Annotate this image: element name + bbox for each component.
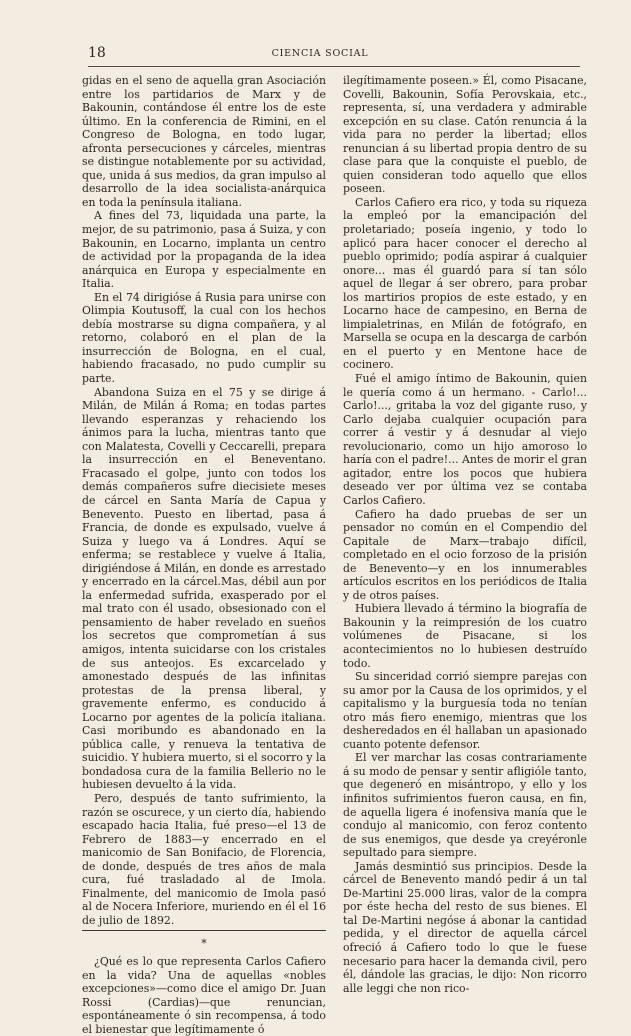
paragraph: Hubiera llevado á término la biografía de Bakounin y la reimpresión de los cuatro volúmenes de Pisacane, si los acontecimientos no lo hubiesen destruído todo. xyxy=(343,602,587,670)
paragraph: Carlos Cafiero era rico, y toda su riqueza la empleó por la emancipación del proletariado; poseía ingenio, y todo lo aplicó para hacer conocer el derecho al pueblo oprimido; podía aspirar á cualquier onore... mas él guardó para sí tan sólo aquel de llegar á ser obrero, para probar los martirios propios de este estado, y en Locarno hace de campesino, en Berna de limpialetrinas, en Milán de fotógrafo, en Marsella se ocupa en la descarga de carbón en el puerto y en Mentone hace de cocinero. xyxy=(343,195,587,372)
section-rule xyxy=(82,930,326,931)
paragraph: Jamás desmintió sus principios. Desde la cárcel de Benevento mandó pedir á un tal De-Martini 25.000 liras, valor de la compra por éste hecha del resto de sus bienes. El tal De-Martini negóse á abonar la cantidad pedida, y el director de aquella cárcel ofreció á Cafiero todo lo que le fuese necesario para hacer la demanda civil, pero él, dándole las gracias, le dijo: Non ricorro alle leggi che non rico- xyxy=(343,859,587,995)
paragraph: Su sinceridad corrió siempre parejas con su amor por la Causa de los oprimidos, y el capitalismo y la burguesía toda no tenían otro más fiero enemigo, mientras que los desheredados en él hallaban un apasionado cuanto potente defensor. xyxy=(343,670,587,751)
page-header xyxy=(60,42,580,64)
right-column xyxy=(343,74,587,995)
paragraph: Cafiero ha dado pruebas de ser un pensador no común en el Compendio del Capitale de Marx—trabajo difícil, completado en el ocio forzoso de la prisión de Benevento—y en los innumerables artículos escritos en los periódicos de Italia y de otros países. xyxy=(343,507,587,602)
section-separator: * xyxy=(201,937,207,951)
paragraph: En el 74 dirigióse á Rusia para unirse con Olimpia Koutusoff, la cual con los hechos debía mostrarse su digna compañera, y al retorno, colaboró en el plan de la insurrección de Bologna, en el cual, habiendo fracasado, no pudo cumplir su parte. xyxy=(82,290,326,386)
paragraph: ¿Qué es lo que representa Carlos Cafiero en la vida? Una de aquellas «nobles excepciones»—como dice el amigo Dr. Juan Rossi (Cardias)—que renuncian, espontáneamente ó sin recompensa, á todo el bienestar que legítimamente ó xyxy=(82,955,326,1036)
page-number: 18 xyxy=(88,45,106,61)
header-rule xyxy=(88,66,580,67)
paragraph: Pero, después de tanto sufrimiento, la razón se oscurece, y un cierto día, habiendo escapado hacia Italia, fué preso—el 13 de Febrero de 1883—y encerrado en el manicomio de San Bonifacio, de Florencia, de donde, después de tres años de mala cura, fué trasladado al de Imola. Finalmente, del manicomio de Imola pasó al de Nocera Inferiore, muriendo en él el 16 de julio de 1892. xyxy=(82,791,326,927)
running-head: CIENCIA SOCIAL xyxy=(271,48,369,59)
paragraph: El ver marchar las cosas contrariamente á su modo de pensar y sentir afligióle tanto, que degeneró en misántropo, y ello y los infinitos sufrimientos fueron causa, en fin, de aquella ligera é inofensiva manía que le condujo al manicomio, con feroz contento de sus enemigos, que desde ya creyéronle sepultado para siempre. xyxy=(343,751,587,860)
paragraph: Fué el amigo íntimo de Bakounin, quien le quería como á un hermano. - Carlo!... Carlo!..., gritaba la voz del gigante ruso, y Carlo dejaba cualquier ocupación para correr á vestir y á desnudar al viejo revolucionario, como un hijo amoroso lo haría con el padre!... Antes de morir el gran agitador, entre los pocos que hubiera deseado ver por última vez se contaba Carlos Cafiero. xyxy=(343,372,587,507)
paragraph: A fines del 73, liquidada una parte, la mejor, de su patrimonio, pasa á Suiza, y con Bakounin, en Locarno, implanta un centro de actividad por la propaganda de la idea anárquica en Europa y especialmente en Italia. xyxy=(82,209,326,291)
left-column xyxy=(82,74,326,1036)
paragraph: Abandona Suiza en el 75 y se dirige á Milán, de Milán á Roma; en todas partes llevando esperanzas y rehaciendo los ánimos para la lucha, mientras tanto que con Malatesta, Covelli y Ceccarelli, prepara la insurrección en el Beneventano. Fracasado el golpe, junto con todos los demás compañeros sufre diecisiete meses de cárcel en Santa María de Capua y Benevento. Puesto en libertad, pasa á Francia, de donde es expulsado, vuelve á Suiza y luego va á Londres. Aquí se enferma; se restablece y vuelve á Italia, dirigiéndose á Milán, en donde es arrestado y encerrado en la cárcel.Mas, débil aun por la enfermedad sufrida, exasperado por el mal trato con él usado, obsesionado con el pensamiento de haber revelado en sueños los secretos que comprometían á sus amigos, intenta suicidarse con los cristales de sus anteojos. Es excarcelado y amonestado después de las infinitas protestas de la prensa liberal, y gravemente enfermo, es conducido á Locarno por agentes de la policía italiana. Casi moribundo es abandonado en la pública calle, y renueva la tentativa de suicidio. Y hubiera muerto, si el socorro y la bondadosa cura de la familia Bellerio no le hubiesen devuelto á la vida. xyxy=(82,385,326,792)
paragraph: ilegítimamente poseen.» Él, como Pisacane, Covelli, Bakounin, Sofía Perovskaia, etc., representa, sí, una verdadera y admirable excepción en su clase. Catón renuncia á la vida para no perder la libertad; ellos renuncian á su libertad propia dentro de su clase para que la conquiste el pueblo, de quien consideran todo aquello que ellos poseen. xyxy=(343,74,587,196)
paragraph: gidas en el seno de aquella gran Asociación entre los partidarios de Marx y de Bakounin, contándose él entre los de este último. En la conferencia de Rimini, en el Congreso de Bologna, en todo lugar, afronta persecuciones y cárceles, mientras se distingue notablemente por su actividad, que, unida á sus medios, da gran impulso al desarrollo de la idea socialista-anárquica en toda la península italiana. xyxy=(82,74,326,209)
